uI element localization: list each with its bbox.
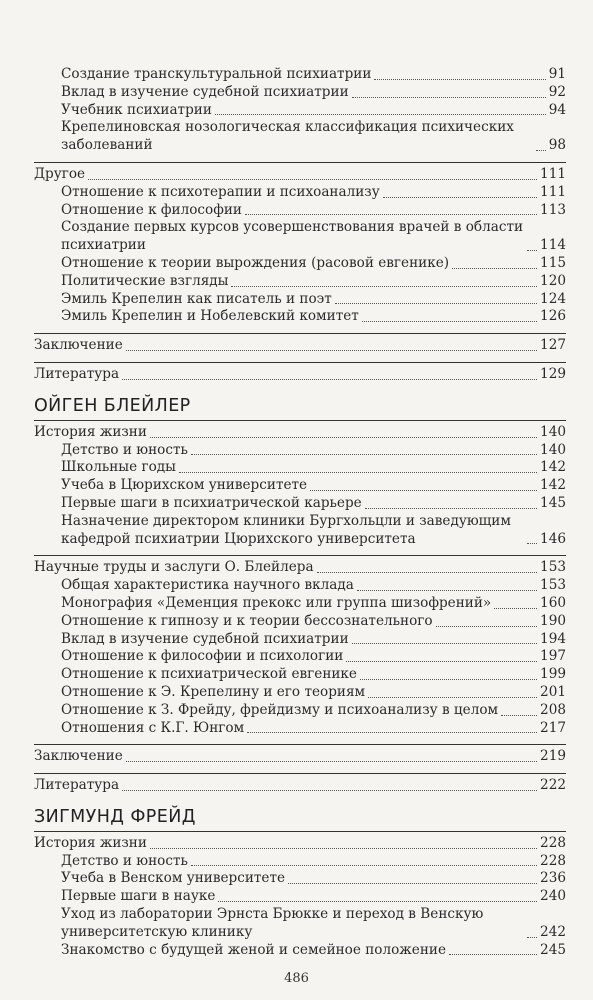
toc-entry-title: История жизни	[34, 834, 147, 851]
dot-leader	[310, 490, 537, 491]
toc-page-number: 242	[540, 923, 566, 940]
toc-page-number: 160	[540, 594, 566, 611]
toc-subentry[interactable]	[61, 577, 566, 595]
toc-entry-title: Создание транскультуральной психиатрии	[61, 66, 372, 82]
toc-page-number: 194	[540, 630, 566, 647]
toc-chapter-entry[interactable]	[34, 773, 566, 795]
toc-subentry[interactable]	[61, 720, 566, 738]
dot-leader	[362, 321, 537, 322]
dot-leader	[122, 790, 537, 791]
dot-leader	[150, 437, 537, 438]
toc-entry-title: Учеба в Венском университете	[61, 870, 286, 887]
toc-chapter-entry[interactable]	[34, 420, 566, 442]
toc-entry-title: Отношения с К.Г. Юнгом	[61, 719, 245, 736]
section-heading: ЗИГМУНД ФРЕЙД	[34, 806, 196, 827]
dot-leader	[247, 732, 537, 733]
toc-entry-title: Детство и юность	[61, 852, 188, 869]
toc-subentry[interactable]	[61, 273, 566, 291]
toc-page-number: 190	[540, 612, 566, 629]
dot-leader	[527, 543, 537, 544]
toc-entry-title: Учебник психиатрии	[61, 101, 212, 118]
toc-page-number: 127	[540, 337, 566, 354]
toc-page-number: 228	[540, 852, 566, 869]
toc-page-number: 236	[540, 870, 566, 887]
toc-page-number: 208	[540, 701, 566, 718]
dot-leader	[357, 590, 537, 591]
toc-entry-title: Уход из лаборатории Эрнста Брюкке и переход в Венскую университетскую клинику	[61, 906, 484, 940]
dot-leader	[452, 268, 537, 269]
toc-subentry[interactable]	[61, 888, 566, 906]
dot-leader	[494, 608, 537, 609]
toc-page-number: 142	[540, 459, 566, 476]
toc-entry-title: Отношение к З. Фрейду, фрейдизму и психоанализу в целом	[61, 701, 499, 718]
toc-entry-title: История жизни	[34, 423, 147, 440]
toc-page-number: 114	[540, 237, 566, 254]
toc-page-number: 228	[540, 834, 566, 851]
toc-page-number: 120	[540, 272, 566, 289]
dot-leader	[346, 661, 537, 662]
dot-leader	[352, 643, 537, 644]
dot-leader	[317, 572, 537, 573]
toc-entry-title: Заключение	[34, 748, 123, 765]
toc-entry-title: Эмиль Крепелин как писатель и поэт	[61, 290, 332, 307]
toc-subentry[interactable]	[61, 291, 566, 309]
toc-entry-title: Первые шаги в психиатрической карьере	[61, 494, 362, 511]
toc-subentry[interactable]	[61, 255, 566, 273]
toc-entry-title: Создание первых курсов усовершенствования врачей в области психиатрии	[61, 219, 524, 254]
toc-entry-title: Отношение к Э. Крепелину и его теориям	[61, 683, 366, 700]
dot-leader	[501, 715, 537, 716]
toc-entry-title: Отношение к философии и психологии	[61, 648, 344, 665]
dot-leader	[126, 761, 537, 762]
toc-subentry[interactable]	[61, 613, 566, 631]
toc-page-number: 219	[540, 748, 566, 765]
toc-subentry[interactable]	[61, 442, 566, 460]
toc-page-number: 126	[540, 308, 566, 325]
toc-entry-title: Отношение к теории вырождения (расовой евгенике)	[61, 254, 450, 271]
toc-page-number: 145	[540, 494, 566, 511]
toc-subentry[interactable]	[61, 942, 566, 960]
toc-entry-title: Знакомство с будущей женой и семейное положение	[61, 941, 447, 958]
toc-page-number: 140	[540, 441, 566, 458]
dot-leader	[383, 197, 537, 198]
toc-page-number: 92	[548, 83, 566, 100]
toc-page-number: 217	[540, 719, 566, 736]
toc-page-number: 240	[540, 888, 566, 905]
toc-subentry[interactable]	[61, 308, 566, 326]
toc-page-number: 115	[540, 254, 566, 271]
toc-entry-title: Научные труды и заслуги О. Блейлера	[34, 559, 314, 576]
toc-chapter-entry[interactable]	[34, 162, 566, 184]
toc-page-number: 140	[540, 423, 566, 440]
toc-entry-title: Детство и юность	[61, 441, 188, 458]
toc-entry-title: Монография «Деменция прекокс или группа шизофрений»	[61, 594, 492, 611]
toc-subentry[interactable]	[61, 202, 566, 220]
dot-leader	[374, 79, 545, 80]
toc-subentry[interactable]	[61, 219, 566, 255]
toc-page-number: 94	[548, 101, 566, 118]
dot-leader	[245, 214, 537, 215]
toc-page-number: 113	[540, 201, 566, 218]
dot-leader	[365, 508, 537, 509]
toc-page-number: 111	[540, 183, 566, 200]
toc-page-number: 201	[540, 683, 566, 700]
toc-entry-title: Литература	[34, 777, 120, 794]
toc-entry-title: Крепелиновская нозологическая классификация психических заболеваний	[61, 119, 514, 154]
toc-subentry[interactable]	[61, 495, 566, 513]
toc-page-number: 245	[540, 941, 566, 958]
toc-chapter-entry[interactable]	[34, 744, 566, 766]
toc-subentry[interactable]	[61, 477, 566, 495]
toc-subentry[interactable]	[61, 84, 566, 102]
toc-entry-title: Отношение к гипнозу и к теории бессознательного	[61, 612, 433, 629]
toc-entry-title: Отношение к философии	[61, 201, 242, 218]
toc-entry-title: Эмиль Крепелин и Нобелевский комитет	[61, 308, 359, 325]
toc-page-number: 142	[540, 477, 566, 494]
toc-subentry[interactable]	[61, 853, 566, 871]
toc-chapter-entry[interactable]	[34, 362, 566, 384]
toc-subentry[interactable]	[61, 459, 566, 477]
dot-leader	[126, 350, 537, 351]
toc-subentry[interactable]	[61, 906, 566, 942]
toc-page-number: 98	[548, 137, 566, 154]
dot-leader	[231, 286, 537, 287]
dot-leader	[352, 97, 546, 98]
dot-leader	[368, 697, 537, 698]
toc-chapter-entry[interactable]	[34, 831, 566, 853]
toc-subentry[interactable]	[61, 702, 566, 720]
dot-leader	[191, 454, 537, 455]
toc-entry-title: Первые шаги в науке	[61, 888, 216, 905]
toc-subentry[interactable]	[61, 648, 566, 666]
dot-leader	[179, 472, 537, 473]
toc-entry-title: Вклад в изучение судебной психиатрии	[61, 630, 349, 647]
toc-page-number: 146	[540, 530, 566, 547]
toc-entry-title: Общая характеристика научного вклада	[61, 577, 354, 594]
toc-entry-title: Литература	[34, 365, 120, 382]
dot-leader	[536, 150, 546, 151]
dot-leader	[335, 303, 537, 304]
toc-entry-title: Отношение к психиатрической евгенике	[61, 666, 357, 683]
toc-subentry[interactable]	[61, 631, 566, 649]
toc-chapter-entry[interactable]	[34, 333, 566, 355]
toc-page-number: 222	[540, 777, 566, 794]
toc-entry-title: Заключение	[34, 337, 123, 354]
toc-page-number: 199	[540, 666, 566, 683]
toc-entry-title: Отношение к психотерапии и психоанализу	[61, 183, 380, 200]
toc-subentry[interactable]	[61, 102, 566, 120]
toc-page-number: 124	[540, 290, 566, 307]
toc-page-number: 111	[540, 165, 566, 182]
dot-leader	[215, 114, 546, 115]
toc-subentry[interactable]	[61, 66, 566, 84]
dot-leader	[527, 250, 537, 251]
dot-leader	[360, 679, 537, 680]
dot-leader	[449, 954, 537, 955]
toc-subentry[interactable]	[61, 595, 566, 613]
toc-subentry[interactable]	[61, 684, 566, 702]
dot-leader	[191, 865, 537, 866]
toc-entry-title: Учеба в Цюрихском университете	[61, 477, 308, 494]
toc-entry-title: Другое	[34, 165, 86, 182]
toc-page-number: 153	[540, 577, 566, 594]
dot-leader	[218, 901, 537, 902]
toc-subentry[interactable]	[61, 513, 566, 549]
toc-subentry[interactable]	[61, 119, 566, 155]
toc-subentry[interactable]	[61, 870, 566, 888]
toc-entry-title: Назначение директором клиники Бургхольцли и заведующим кафедрой психиатрии Цюрихского университета	[61, 512, 511, 547]
dot-leader	[150, 848, 537, 849]
dot-leader	[436, 626, 537, 627]
toc-entry-title: Политические взгляды	[61, 272, 229, 289]
toc-page-number: 153	[540, 559, 566, 576]
dot-leader	[527, 937, 537, 938]
toc-chapter-entry[interactable]	[34, 555, 566, 577]
table-of-contents	[34, 66, 566, 959]
toc-page-number: 129	[540, 365, 566, 382]
toc-subentry[interactable]	[61, 666, 566, 684]
toc-entry-title: Школьные годы	[61, 459, 176, 476]
dot-leader	[88, 179, 537, 180]
toc-subentry[interactable]	[61, 184, 566, 202]
toc-page-number: 197	[540, 648, 566, 665]
page-number: 486	[284, 971, 309, 986]
dot-leader	[122, 379, 537, 380]
toc-page-number: 91	[548, 66, 566, 82]
toc-entry-title: Вклад в изучение судебной психиатрии	[61, 83, 349, 100]
section-heading: ОЙГЕН БЛЕЙЛЕР	[34, 395, 191, 416]
dot-leader	[288, 883, 537, 884]
